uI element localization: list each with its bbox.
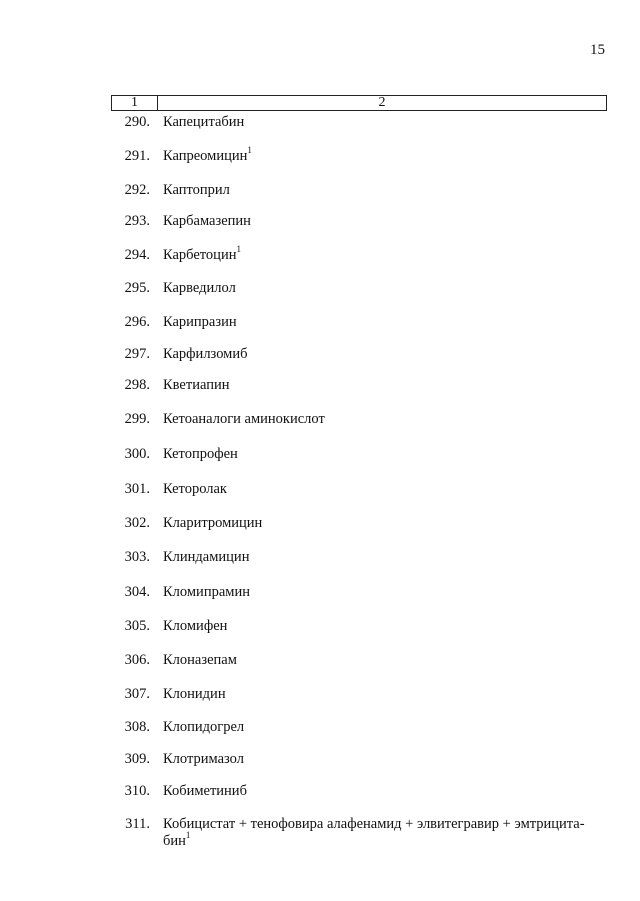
item-number: 302. <box>124 515 150 531</box>
drug-name: Клоназепам <box>163 652 237 668</box>
drug-name: Кломифен <box>163 618 228 634</box>
drug-name: Кларитромицин <box>163 515 263 531</box>
item-number: 311. <box>125 816 150 832</box>
item-number: 291. <box>124 148 150 164</box>
drug-name: Карипразин <box>163 314 237 330</box>
drug-name: Кобицистат + тенофовира алафенамид + элвитегравир + эмтрицита- бин$^1$ <box>163 816 585 849</box>
drug-name: Капецитабин <box>163 114 245 130</box>
drug-name: Кеторолак <box>163 481 227 497</box>
footnote-mark: 1 <box>185 830 191 840</box>
drug-name: Карфилзомиб <box>163 346 248 362</box>
item-number: 303. <box>124 549 150 565</box>
item-number: 298. <box>124 377 150 393</box>
drug-name: Карведилол <box>163 280 236 296</box>
item-number: 307. <box>124 686 150 702</box>
item-number: 293. <box>124 213 150 229</box>
item-number: 292. <box>124 182 150 198</box>
drug-name: Каптоприл <box>163 182 230 198</box>
page-number: 15 <box>590 42 605 58</box>
drug-name: Кветиапин <box>163 377 230 393</box>
item-number: 295. <box>124 280 150 296</box>
drug-name: Кломипрамин <box>163 584 250 600</box>
drug-name: Клиндамицин <box>163 549 250 565</box>
drug-name: Кобиметиниб <box>163 783 247 799</box>
item-number: 300. <box>124 446 150 462</box>
drug-name: Капреомицин$^1$ <box>163 145 252 164</box>
drug-name: Карбамазепин <box>163 213 251 229</box>
item-number: 296. <box>124 314 150 330</box>
item-number: 309. <box>124 751 150 767</box>
item-number: 308. <box>124 719 150 735</box>
item-number: 297. <box>124 346 150 362</box>
item-number: 294. <box>124 247 150 263</box>
item-number: 305. <box>124 618 150 634</box>
drug-name: Клотримазол <box>163 751 244 767</box>
item-number: 301. <box>124 481 150 497</box>
footnote-mark: 1 <box>236 244 241 254</box>
column-2-header: 2 <box>378 95 386 110</box>
footnote-mark: 1 <box>247 145 252 155</box>
table-column-header <box>111 95 607 111</box>
drug-name: Кетоаналоги аминокислот <box>163 411 325 427</box>
item-number: 310. <box>124 783 150 799</box>
item-number: 299. <box>124 411 150 427</box>
drug-name: Кетопрофен <box>163 446 238 462</box>
drug-name: Карбетоцин$^1$ <box>163 244 241 263</box>
column-1-header: 1 <box>112 96 158 110</box>
item-number: 306. <box>124 652 150 668</box>
drug-name: Клопидогрел <box>163 719 245 735</box>
drug-name: Клонидин <box>163 686 226 702</box>
item-number: 304. <box>124 584 150 600</box>
item-number: 290. <box>124 114 150 130</box>
